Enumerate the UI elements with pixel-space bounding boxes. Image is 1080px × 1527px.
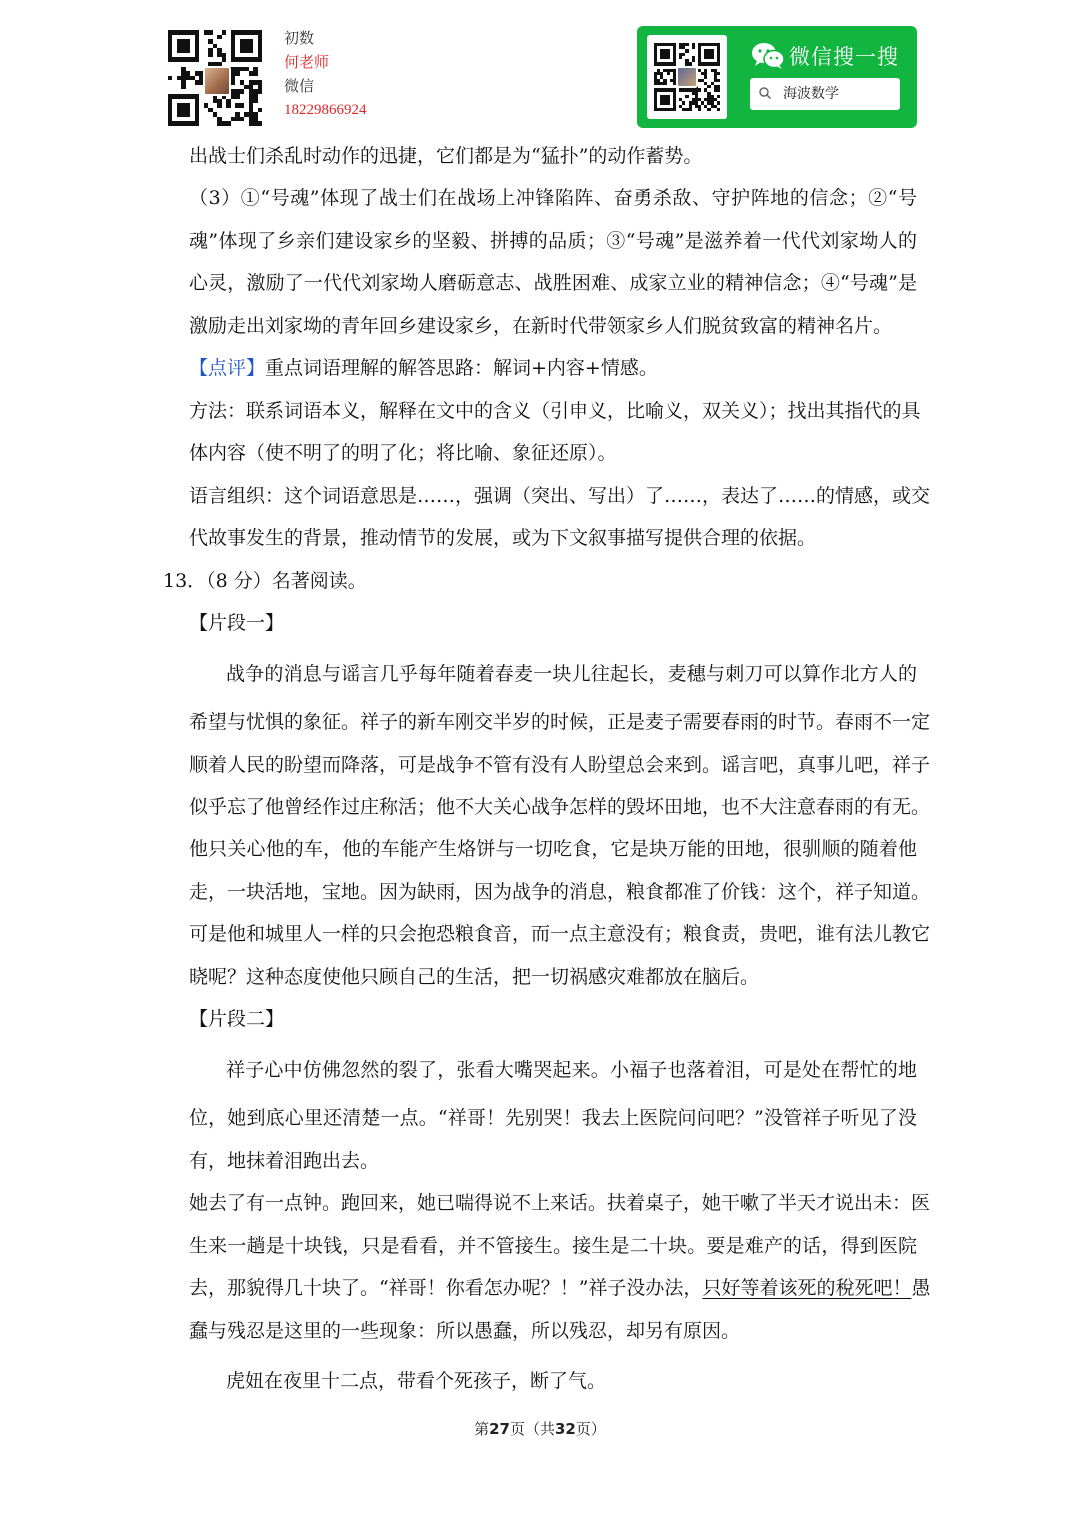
review-label: 【点评】 [189,357,266,379]
fragment1-line: 希望与忧惧的象征。祥子的新车刚交半岁的时候，正是麦子需要春雨的时节。春雨不一定 [189,711,931,733]
teacher-photo-icon [203,66,231,96]
fragment2-title: 【片段二】 [189,1008,285,1030]
search-icon [759,87,771,99]
fragment1-line: 晓呢？这种态度使他只顾自己的生活，把一切祸感灾难都放在脑后。 [189,966,760,988]
page-footer [0,1418,1080,1439]
answer3-line: （3）①“号魂”体现了战士们在战场上冲锋陷阵、奋勇杀敌、守护阵地的信念；②“号 [189,187,917,209]
fragment2-line: 祥子心中仿佛忽然的裂了，张看大嘴哭起来。小福子也落着泪，可是处在帮忙的地 [226,1059,917,1081]
fragment1-line: 战争的消息与谣言几乎每年随着春麦一块儿往起长，麦穗与刺刀可以算作北方人的 [226,663,917,685]
review-text: 重点词语理解的解答思路：解词+内容+情感。 [265,357,658,379]
contact-subject: 初数 [284,29,315,47]
question-13-heading: 13．（8 分）名著阅读。 [163,570,367,592]
review-line [189,353,658,380]
contact-channel: 微信 [284,77,315,95]
fragment1-line: 似乎忘了他曾经作过庄称活；他不大关心战争怎样的毁坏田地，也不大注意春雨的有无。 [189,796,931,818]
contact-teacher: 何老师 [284,53,330,71]
fragment2-line6-pre: 去，那貌得几十块了。“祥哥！你看怎办呢？！”祥子没办法， [189,1277,703,1299]
fragment2-line: 位，她到底心里还清楚一点。“祥哥！先别哭！我去上医院问问吧？”没管祥子听见了没 [189,1107,917,1129]
fragment1-line: 走，一块活地，宝地。因为缺雨，因为战争的消息，粮食都准了价钱：这个，祥子知道。 [189,881,931,903]
wechat-qr-frame [647,35,727,119]
page-prefix: 第 [474,1420,490,1438]
contact-block [284,26,367,122]
fragment1-line: 可是他和城里人一样的只会抱恐粮食音，而一点主意没有；粮食责，贵吧，谁有法儿教它 [189,923,931,945]
language-line: 代故事发生的背景，推动情节的发展，或为下文叙事描写提供合理的依据。 [189,527,817,549]
page-suffix: 页） [575,1420,606,1438]
method-line: 体内容（使不明了的明了化；将比喻、象征还原）。 [189,442,617,464]
underlined-phrase: 只好等着该死的稅死吧！ [702,1277,912,1299]
answer-tail: 出战士们杀乱时动作的迅捷，它们都是为“猛扑”的动作蓄势。 [189,145,703,167]
language-line: 语言组织：这个词语意思是……，强调（突出、写出）了……，表达了……的情感，或交 [189,485,931,507]
wechat-search-box[interactable] [750,78,900,110]
wechat-search-text: 海波数学 [783,86,839,102]
fragment2-line: 有，地抹着泪跑出去。 [189,1150,380,1172]
page-total: 32 [555,1420,576,1438]
contact-phone: 18229866924 [284,102,367,118]
fragment2-line6-post: 愚 [911,1277,931,1299]
fragment2-line [189,1273,931,1300]
fragment2-line: 生来一趟是十块钱，只是看看，并不管接生。接生是二十块。要是难产的话，得到医院 [189,1235,917,1257]
fragment2-line: 虎妞在夜里十二点，带看个死孩子，断了气。 [226,1370,607,1392]
wechat-logo-icon [751,42,785,70]
page-mid: 页（共 [509,1420,555,1438]
wechat-search-card[interactable] [637,26,917,128]
fragment2-line: 她去了有一点钟。跑回来，她已喘得说不上来话。扶着桌子，她干嗽了半天才说出未：医 [189,1192,931,1214]
wechat-qr-logo-icon [676,66,698,88]
answer3-line: 魂”体现了乡亲们建设家乡的坚毅、拼搏的品质；③“号魂”是滋养着一代代刘家坳人的 [189,230,917,252]
page-current: 27 [489,1420,510,1438]
fragment1-line: 顺着人民的盼望而降落，可是战争不管有没有人盼望总会来到。谣言吧，真事儿吧，祥子 [189,754,931,776]
fragment2-line: 蠢与残忍是这里的一些现象：所以愚蠢，所以残忍，却另有原因。 [189,1320,741,1342]
method-line: 方法：联系词语本义，解释在文中的含义（引申义，比喻义，双关义）；找出其指代的具 [189,400,921,422]
fragment1-line: 他只关心他的车，他的车能产生烙饼与一切吃食，它是块万能的田地，很驯顺的随着他 [189,838,917,860]
answer3-line: 激励走出刘家坳的青年回乡建设家乡，在新时代带领家乡人们脱贫致富的精神名片。 [189,315,893,337]
fragment1-title: 【片段一】 [189,612,285,634]
answer3-line: 心灵，激励了一代代刘家坳人磨砺意志、战胜困难、成家立业的精神信念；④“号魂”是 [189,272,917,294]
wechat-card-title: 微信搜一搜 [789,45,899,69]
